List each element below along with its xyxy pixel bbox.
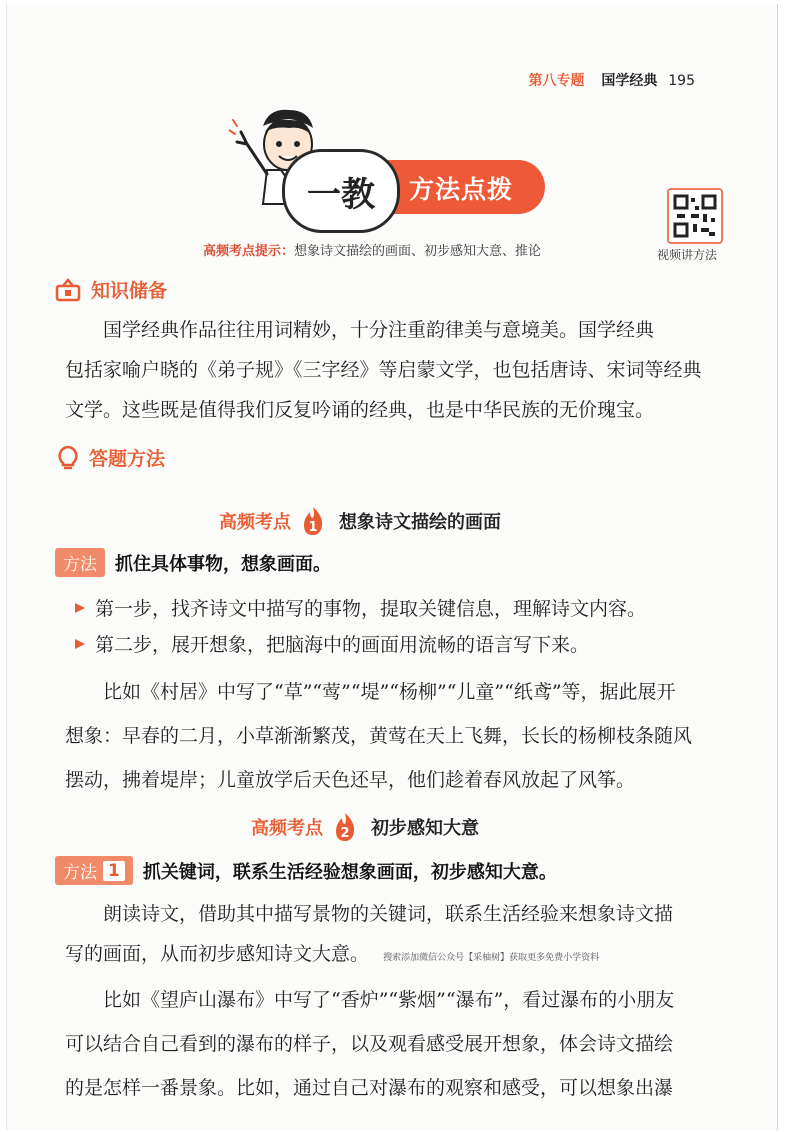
key-point-label: 高频考点 bbox=[251, 818, 323, 839]
paragraph-line: 朗读诗文，借助其中描写景物的关键词，联系生活经验来想象诗文描 bbox=[103, 903, 674, 925]
key-point-title: 初步感知大意 bbox=[371, 818, 479, 839]
paragraph-line-text: 写的画面，从而初步感知诗文大意。 bbox=[65, 943, 370, 965]
banner-circle-label: 一教 bbox=[282, 149, 400, 233]
kp1-example bbox=[65, 670, 735, 802]
bullet-text: 第二步，展开想象，把脑海中的画面用流畅的语言写下来。 bbox=[95, 634, 590, 656]
kp2-method bbox=[55, 856, 557, 885]
qr-code-icon bbox=[669, 190, 721, 242]
example-line: 想象：早春的二月，小草渐渐繁茂，黄莺在天上飞舞，长长的杨柳枝条随风 bbox=[65, 725, 693, 747]
knowledge-line: 国学经典作品往往用词精妙，十分注重韵律美与意境美。国学经典 bbox=[103, 319, 655, 341]
example-line: 可以结合自己看到的瀑布的样子，以及观看感受展开想象，体会诗文描绘 bbox=[65, 1033, 674, 1055]
qr-code[interactable] bbox=[667, 188, 723, 244]
page-number: 195 bbox=[668, 73, 695, 89]
method-tag bbox=[55, 856, 133, 885]
chapter-label: 第八专题 bbox=[528, 73, 585, 89]
wechat-note: 搜索添加微信公众号【采柚树】获取更多免费小学资料 bbox=[383, 953, 600, 963]
method-section-heading bbox=[57, 444, 165, 471]
key-point-number: 1 bbox=[308, 520, 318, 535]
kp1-bullet bbox=[75, 594, 646, 621]
qr-label: 视频讲方法 bbox=[657, 248, 718, 262]
method-text: 抓关键词，联系生活经验想象画面，初步感知大意。 bbox=[142, 861, 557, 883]
banner-title: 方法点拨 bbox=[409, 175, 514, 204]
knowledge-title: 知识储备 bbox=[91, 280, 168, 302]
page-header bbox=[529, 70, 695, 90]
knowledge-section-heading bbox=[55, 276, 167, 303]
kp2-example bbox=[65, 978, 735, 1110]
paragraph-line bbox=[65, 934, 735, 978]
knowledge-line: 包括家喻户晓的《弟子规》《三字经》等启蒙文学，也包括唐诗、宋词等经典 bbox=[65, 359, 702, 381]
fire-number-icon bbox=[333, 812, 357, 842]
hint-label: 高频考点提示： bbox=[203, 244, 295, 259]
kp2-paragraph bbox=[65, 894, 735, 978]
key-point-1-heading bbox=[219, 506, 501, 536]
bullet-arrow-icon bbox=[75, 603, 85, 613]
knowledge-icon bbox=[55, 278, 81, 302]
textbook-page bbox=[6, 4, 778, 1130]
bullet-arrow-icon bbox=[75, 639, 85, 649]
example-line: 的是怎样一番景象。比如，通过自己对瀑布的观察和感受，可以想象出瀑 bbox=[65, 1077, 674, 1099]
knowledge-line: 文学。这些既是值得我们反复吟诵的经典，也是中华民族的无价瑰宝。 bbox=[65, 399, 655, 421]
key-point-title: 想象诗文描绘的画面 bbox=[339, 512, 501, 533]
book-title: 国学经典 bbox=[601, 73, 658, 89]
method-tag: 方法 bbox=[55, 548, 105, 577]
kp1-method bbox=[55, 548, 331, 577]
method-tag-number: 1 bbox=[103, 861, 125, 881]
knowledge-paragraph bbox=[65, 310, 735, 430]
method-tag-label: 方法 bbox=[63, 863, 97, 883]
lightbulb-icon bbox=[57, 445, 79, 471]
key-point-label: 高频考点 bbox=[219, 512, 291, 533]
high-frequency-hint bbox=[203, 240, 541, 259]
fire-number-icon bbox=[301, 506, 325, 536]
hint-text: 想象诗文描绘的画面、初步感知大意、推论 bbox=[294, 244, 542, 259]
key-point-number: 2 bbox=[340, 826, 350, 841]
example-line: 摆动，拂着堤岸；儿童放学后天色还早，他们趁着春风放起了风筝。 bbox=[65, 769, 636, 791]
key-point-2-heading bbox=[251, 812, 479, 842]
example-line: 比如《望庐山瀑布》中写了“香炉”“紫烟”“瀑布”，看过瀑布的小朋友 bbox=[103, 989, 675, 1011]
kp1-bullet bbox=[75, 630, 589, 657]
method-text: 抓住具体事物，想象画面。 bbox=[115, 553, 331, 575]
method-section-title: 答题方法 bbox=[89, 448, 166, 470]
example-line: 比如《村居》中写了“草”“莺”“堤”“杨柳”“儿童”“纸鸢”等，据此展开 bbox=[103, 681, 676, 703]
bullet-text: 第一步，找齐诗文中描写的事物，提取关键信息，理解诗文内容。 bbox=[95, 598, 647, 620]
